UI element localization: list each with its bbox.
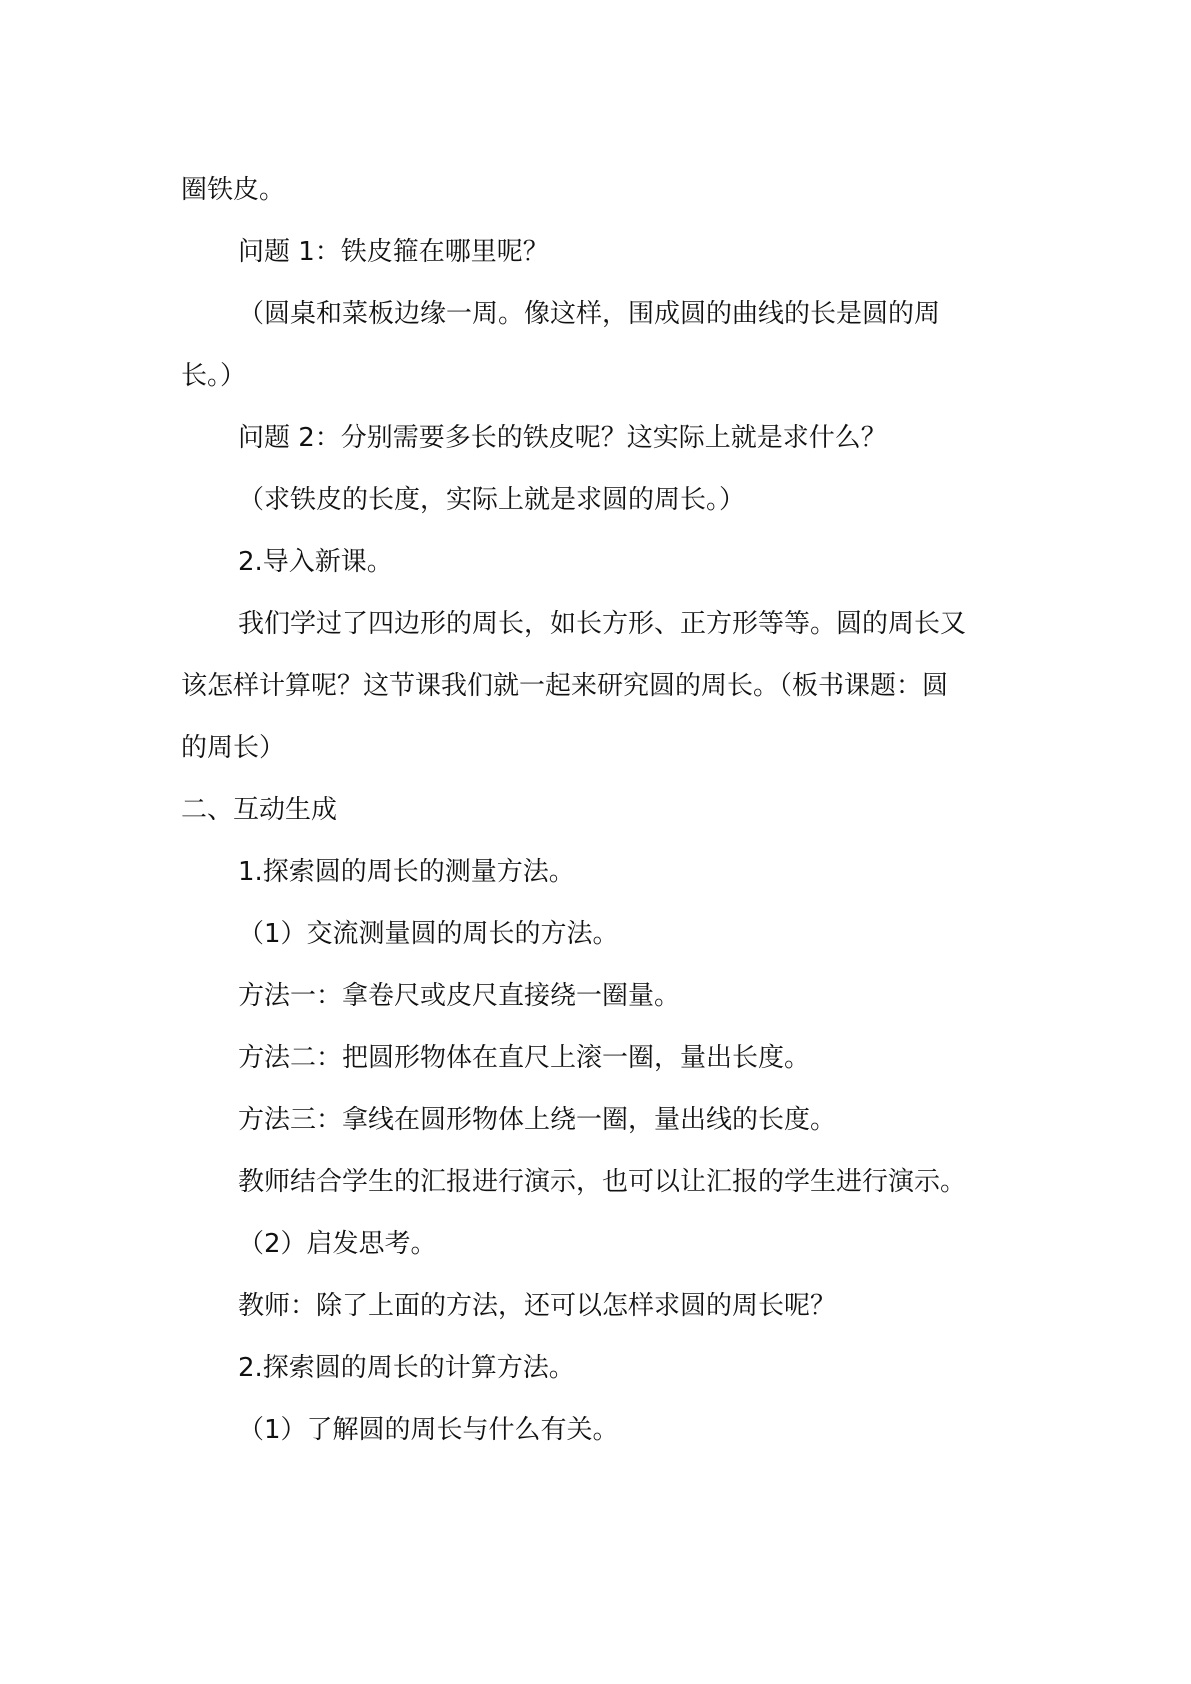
paragraph-line: 的周长）: [181, 733, 286, 763]
section-heading: 2.探索圆的周长的计算方法。: [238, 1353, 575, 1383]
question-1: 问题 1：铁皮箍在哪里呢？: [238, 237, 549, 267]
answer-1-line-1: （圆桌和菜板边缘一周。像这样，围成圆的曲线的长是圆的周: [238, 299, 941, 329]
method-item: 方法三：拿线在圆形物体上绕一圈，量出线的长度。: [238, 1105, 837, 1135]
subsection-heading: （2）启发思考。: [238, 1229, 437, 1259]
paragraph-line: 教师结合学生的汇报进行演示，也可以让汇报的学生进行演示。: [238, 1167, 967, 1197]
answer-2: （求铁皮的长度，实际上就是求圆的周长。）: [238, 485, 746, 515]
paragraph-line: 教师：除了上面的方法，还可以怎样求圆的周长呢？: [238, 1291, 837, 1321]
text-line: 圈铁皮。: [181, 175, 286, 205]
paragraph-line: 该怎样计算呢？这节课我们就一起来研究圆的周长。（板书课题：圆: [181, 671, 949, 701]
method-item: 方法二：把圆形物体在直尺上滚一圈，量出长度。: [238, 1043, 811, 1073]
question-2: 问题 2：分别需要多长的铁皮呢？这实际上就是求什么？: [238, 423, 887, 453]
paragraph-line: 我们学过了四边形的周长，如长方形、正方形等等。圆的周长又: [238, 609, 967, 639]
subsection-heading: （1）了解圆的周长与什么有关。: [238, 1415, 619, 1445]
answer-1-line-2: 长。）: [181, 361, 247, 391]
method-item: 方法一：拿卷尺或皮尺直接绕一圈量。: [238, 981, 681, 1011]
chapter-heading: 二、互动生成: [181, 795, 338, 825]
subsection-heading: （1）交流测量圆的周长的方法。: [238, 919, 619, 949]
section-heading: 1.探索圆的周长的测量方法。: [238, 857, 575, 887]
section-heading: 2.导入新课。: [238, 547, 393, 577]
